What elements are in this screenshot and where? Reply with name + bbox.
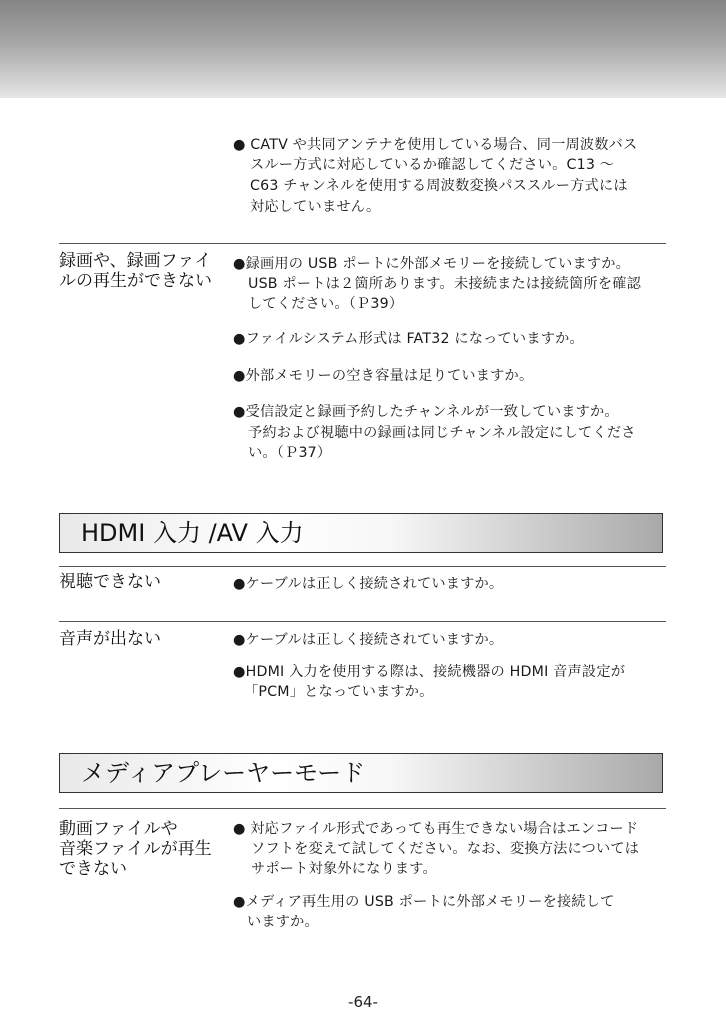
media-item-line: サポート対象外になります。 [251,861,437,877]
problem-label: 録画や、録画ファイ [59,251,212,271]
header-band [0,0,726,98]
problem-label: できない [59,859,127,879]
catv-line: スルー方式に対応しているか確認してください。C13 〜 [250,157,615,173]
section-header-media-player [59,753,663,793]
problem-label: 視聴できない [59,572,161,592]
recording-item-line: ●外部メモリーの空き容量は足りていますか。 [233,368,534,384]
divider [59,621,666,622]
divider [59,243,666,244]
section-title: メディアプレーヤーモード [81,759,366,787]
catv-line: C63 チャンネルを使用する周波数変換パススルー方式には [250,178,628,194]
media-item-line: ソフトを変えて試してください。なお、変換方法については [251,841,640,857]
catv-line: ● CATV や共同アンテナを使用している場合、同一周波数バス [233,137,638,153]
media-item-line: ● 対応ファイル形式であっても再生できない場合はエンコード [233,821,639,837]
problem-label: 音声が出ない [59,629,161,649]
no-sound-item-line: ●HDMI 入力を使用する際は、接続機器の HDMI 音声設定が [233,664,626,680]
recording-item-line: ●ファイルシステム形式は FAT32 になっていますか。 [233,331,584,347]
problem-label: ルの再生ができない [59,271,212,291]
section-header-hdmi [59,513,663,553]
problem-label: 動画ファイルや [59,819,178,839]
recording-item-line: ●受信設定と録画予約したチャンネルが一致していますか。 [233,404,619,420]
recording-item-line: してください。（Ｐ39） [248,296,404,312]
recording-item-line: 予約および視聴中の録画は同じチャンネル設定にしてくださ [248,425,636,441]
divider [59,808,666,809]
no-sound-item-line: ●ケーブルは正しく接続されていますか。 [233,632,504,648]
no-picture-item: ●ケーブルは正しく接続されていますか。 [233,576,504,592]
media-item-line: いますか。 [247,914,319,930]
page-number: -64- [348,993,378,1011]
problem-label: 音楽ファイルが再生 [59,839,212,859]
media-item-line: ●メディア再生用の USB ポートに外部メモリーを接続して [233,894,615,910]
divider [59,566,666,567]
section-title: HDMI 入力 /AV 入力 [81,519,304,547]
recording-item-line: USB ポートは２箇所あります。未接続または接続箇所を確認 [248,276,641,292]
recording-item-line: ●録画用の USB ポートに外部メモリーを接続していますか。 [233,256,631,272]
recording-item-line: い。（Ｐ37） [248,445,332,461]
catv-line: 対応していません。 [250,199,381,215]
no-sound-item-line: 「PCM」となっていますか。 [244,684,434,700]
